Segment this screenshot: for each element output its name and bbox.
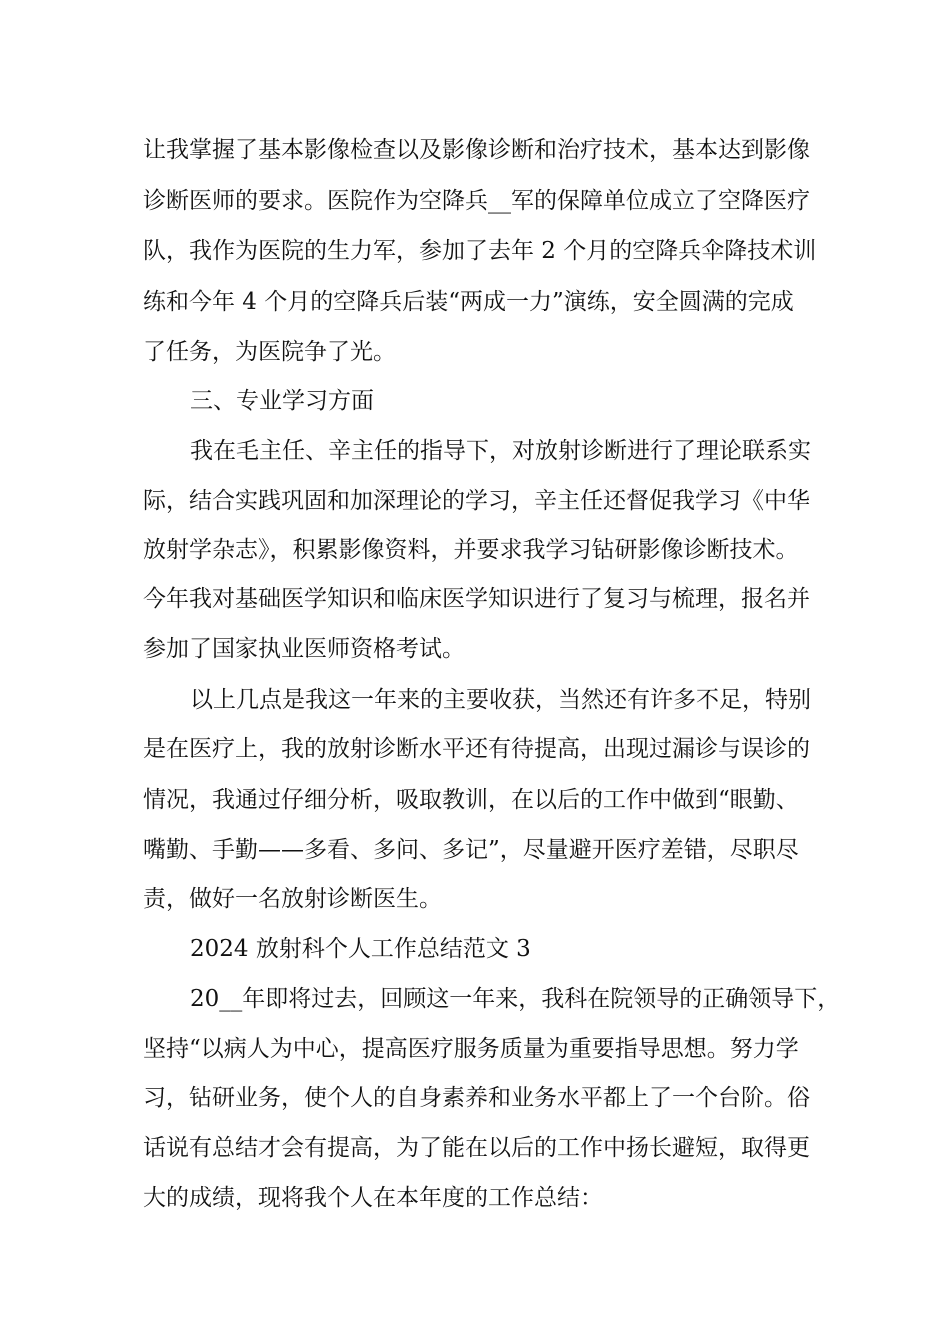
text-line: 是在医疗上，我的放射诊断水平还有待提高，出现过漏诊与误诊的 <box>143 736 810 762</box>
text-line: 以上几点是我这一年来的主要收获，当然还有许多不足，特别 <box>190 687 811 713</box>
text-line: 习，钻研业务，使个人的自身素养和业务水平都上了一个台阶。俗 <box>143 1085 810 1111</box>
text-line: 今年我对基础医学知识和临床医学知识进行了复习与梳理，报名并 <box>143 586 810 612</box>
text-line: 诊断医师的要求。医院作为空降兵__军的保障单位成立了空降医疗 <box>143 188 810 214</box>
text-line: 嘴勤、手勤——多看、多问、多记”，尽量避开医疗差错，尽职尽 <box>143 837 799 863</box>
section-heading: 三、专业学习方面 <box>190 388 374 414</box>
text-line: 队，我作为医院的生力军，参加了去年 2 个月的空降兵伞降技术训 <box>143 238 817 264</box>
text-line: 话说有总结才会有提高，为了能在以后的工作中扬长避短，取得更 <box>143 1135 810 1161</box>
text-line: 坚持“以病人为中心，提高医疗服务质量为重要指导思想。努力学 <box>143 1036 799 1062</box>
text-line: 参加了国家执业医师资格考试。 <box>143 636 465 662</box>
text-line: 情况，我通过仔细分析，吸取教训，在以后的工作中做到“眼勤、 <box>143 787 799 813</box>
text-line: 练和今年 4 个月的空降兵后装“两成一力”演练，安全圆满的完成 <box>143 289 794 315</box>
text-line: 了任务，为医院争了光。 <box>143 339 396 365</box>
text-line: 责，做好一名放射诊断医生。 <box>143 886 442 912</box>
text-line: 让我掌握了基本影像检查以及影像诊断和治疗技术，基本达到影像 <box>143 137 810 163</box>
text-line: 我在毛主任、辛主任的指导下，对放射诊断进行了理论联系实 <box>190 438 811 464</box>
text-line: 20__年即将过去，回顾这一年来，我科在院领导的正确领导下， <box>190 986 841 1012</box>
text-line: 放射学杂志》，积累影像资料，并要求我学习钻研影像诊断技术。 <box>143 537 799 563</box>
text-line: 际，结合实践巩固和加深理论的学习，辛主任还督促我学习《中华 <box>143 488 810 514</box>
text-line: 大的成绩，现将我个人在本年度的工作总结： <box>143 1185 603 1211</box>
section-heading: 2024 放射科个人工作总结范文 3 <box>190 936 531 962</box>
